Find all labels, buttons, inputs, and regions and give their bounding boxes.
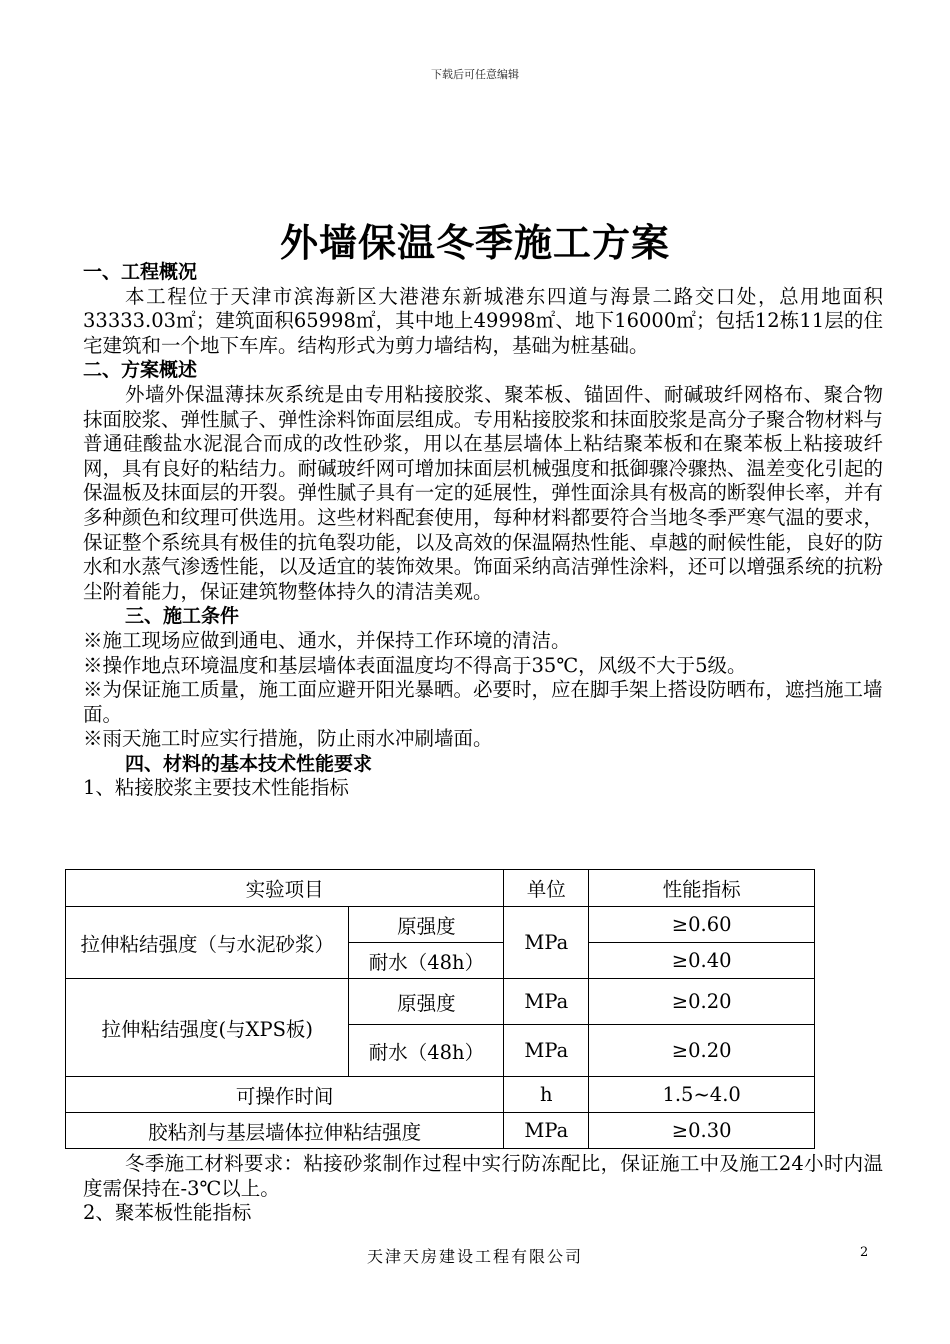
row-value: 1.5~4.0 [589,1077,815,1113]
condition-item: ※雨天施工时应实行措施，防止雨水冲刷墙面。 [83,727,493,751]
overview-paragraph: 本工程位于天津市滨海新区大港港东新城港东四道与海景二路交口处，总用地面积33333.03㎡；建筑面积65998㎡，其中地上49998㎡、地下16000㎡；包括12栋11层的住宅建筑和一个地下车库。结构形式为剪力墙结构，基础为桩基础。 [83,284,883,357]
adhesive-spec-table [65,869,815,1149]
row-label: 拉伸粘结强度（与水泥砂浆） [66,907,349,979]
row-sublabel: 耐水（48h） [349,943,504,979]
row-unit: MPa [504,1113,589,1149]
plan-paragraph: 外墙外保温薄抹灰系统是由专用粘接胶浆、聚苯板、锚固件、耐碱玻纤网格布、聚合物抹面胶浆、弹性腻子、弹性涂料饰面层组成。专用粘接胶浆和抹面胶浆是高分子聚合物材料与普通硅酸盐水泥混合而成的改性砂浆，用以在基层墙体上粘结聚苯板和在聚苯板上粘接玻纤网，具有良好的粘结力。耐碱玻纤网可增加抹面层机械强度和抵御骤冷骤热、温差变化引起的保温板及抹面层的开裂。弹性腻子具有一定的延展性，弹性面涂具有极高的断裂伸长率，并有多种颜色和纹理可供选用。这些材料配套使用，每种材料都要符合当地冬季严寒气温的要求，保证整个系统具有极佳的抗龟裂功能，以及高效的保温隔热性能、卓越的耐候性能，良好的防水和水蒸气渗透性能，以及适宜的装饰效果。饰面采纳高洁弹性涂料，还可以增强系统的抗粉尘附着能力，保证建筑物整体持久的清洁美观。 [83,382,883,603]
table-row [66,979,815,1025]
condition-item: ※操作地点环境温度和基层墙体表面温度均不得高于35℃，风级不大于5级。 [83,653,747,677]
row-value: ≥0.20 [589,979,815,1025]
header-cell-unit: 单位 [504,870,589,907]
document-title: 外墙保温冬季施工方案 [279,221,670,265]
table-row [66,1077,815,1113]
table-row [66,1113,815,1149]
page-number: 2 [860,1245,869,1260]
row-value: ≥0.40 [589,943,815,979]
row-unit: h [504,1077,589,1113]
footer-company: 天津天房建设工程有限公司 [366,1247,583,1266]
row-label: 胶粘剂与基层墙体拉伸粘结强度 [66,1113,504,1149]
section-heading-materials: 四、材料的基本技术性能要求 [125,752,373,775]
subsection-heading-adhesive: 1、粘接胶浆主要技术性能指标 [83,776,349,800]
subsection-heading-eps: 2、聚苯板性能指标 [83,1201,252,1225]
header-cell-item: 实验项目 [66,870,504,907]
row-sublabel: 原强度 [349,979,504,1025]
condition-item: ※为保证施工质量，施工面应避开阳光暴晒。必要时，应在脚手架上搭设防晒布，遮挡施工墙面。 [83,678,883,726]
header-note: 下载后可任意编辑 [431,68,519,81]
row-label: 拉伸粘结强度(与XPS板) [66,979,349,1077]
row-value: ≥0.60 [589,907,815,943]
row-value: ≥0.30 [589,1113,815,1149]
post-table-text [83,1152,883,1226]
condition-item: ※施工现场应做到通电、通水，并保持工作环境的清洁。 [83,628,571,652]
row-sublabel: 耐水（48h） [349,1025,504,1077]
row-value: ≥0.20 [589,1025,815,1077]
section-heading-conditions: 三、施工条件 [125,605,240,628]
section-heading-plan: 二、方案概述 [83,359,198,382]
winter-material-note: 冬季施工材料要求：粘接砂浆制作过程中实行防冻配比，保证施工中及施工24小时内温度需保持在-3℃以上。 [83,1152,883,1200]
row-unit: MPa [504,907,589,979]
row-unit: MPa [504,1025,589,1077]
header-cell-value: 性能指标 [589,870,815,907]
row-label: 可操作时间 [66,1077,504,1113]
document-body [83,260,883,801]
table-row [66,907,815,943]
row-sublabel: 原强度 [349,907,504,943]
table-header-row [66,870,815,907]
section-heading-overview: 一、工程概况 [83,261,198,283]
row-unit: MPa [504,979,589,1025]
